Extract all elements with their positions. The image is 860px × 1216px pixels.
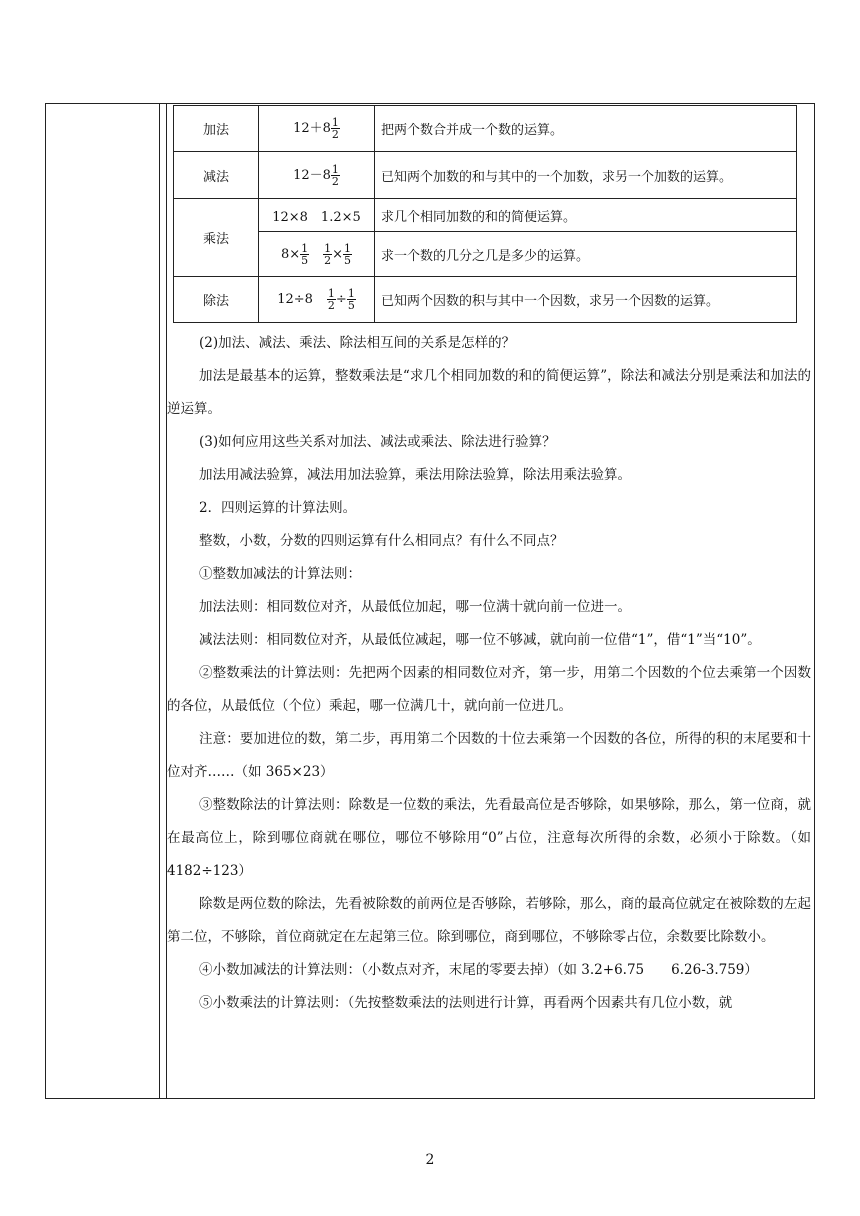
fraction [343,243,352,266]
denominator: 2 [327,299,335,312]
fraction [327,288,336,311]
paragraph: (3)如何应用这些关系对加法、减法或乘法、除法进行验算？ [199,434,556,450]
table-row [174,106,797,152]
op-desc-add: 把两个数合并成一个数的运算。 [375,106,797,152]
op-desc-sub: 已知两个加数的和与其中的一个加数，求另一个加数的运算。 [375,152,797,199]
denominator: 2 [324,253,332,267]
paragraph: 注意：要加进位的数，第二步，再用第二个因数的十位去乘第一个因数的各位，所得的积的末尾要和十位对齐……（如 365×23） [167,731,811,780]
page-number: 2 [425,1152,435,1168]
fraction [347,288,356,311]
numerator: 1 [331,162,339,176]
paragraph: ④小数加减法的计算法则：（小数点对齐，末尾的零要去掉）（如 3.2+6.75 6.26-3.759） [199,962,758,978]
op-name-sub: 减法 [174,152,259,199]
denominator: 5 [344,253,352,267]
paragraph: 整数，小数，分数的四则运算有什么相同点？有什么不同点？ [199,533,564,549]
paragraph: 加法法则：相同数位对齐，从最低位加起，哪一位满十就向前一位进一。 [199,599,631,615]
op-name-mul: 乘法 [174,199,259,277]
expr-text: 12＋8 [293,121,331,136]
op-example-mul-1: 12×8 1.2×5 [259,199,375,232]
numerator: 1 [344,241,352,255]
table-row [174,199,797,232]
numerator: 1 [327,287,335,300]
fraction [323,243,332,266]
denominator: 2 [331,128,339,141]
fraction [331,164,340,187]
op-desc-mul-1: 求几个相同加数的和的简便运算。 [375,199,797,232]
paragraph: 加法用减法验算，减法用加法验算，乘法用除法验算，除法用乘法验算。 [199,467,631,483]
op-name-div: 除法 [174,277,259,323]
op-example-mul-2 [259,232,375,277]
paragraph: 除数是两位数的除法，先看被除数的前两位是否够除，若够除，那么，商的最高位就定在被除数的左起第二位，不够除，首位商就定在左起第三位。除到哪位，商到哪位，不够除零占位，余数要比除数小。 [167,896,811,945]
paragraph: ⑤小数乘法的计算法则：（先按整数乘法的法则进行计算，再看两个因素共有几位小数，就 [199,995,733,1011]
op-desc-div: 已知两个因数的积与其中一个因数，求另一个因数的运算。 [375,277,797,323]
denominator: 5 [347,299,355,312]
table-row [174,277,797,323]
column-divider [159,104,160,1098]
fraction [300,243,309,266]
paragraph: 加法是最基本的运算，整数乘法是“求几个相同加数的和的简便运算”，除法和减法分别是乘法和加法的逆运算。 [167,368,811,417]
operator: × [332,246,344,262]
op-name-add: 加法 [174,106,259,152]
expr-text: 8× [280,246,301,262]
paragraph: (2)加法、减法、乘法、除法相互间的关系是怎样的？ [199,335,516,351]
table-row [174,232,797,277]
paragraph: 2．四则运算的计算法则。 [199,500,357,516]
expr-text: 12÷8 [277,292,313,307]
numerator: 1 [301,241,309,255]
numerator: 1 [331,116,339,129]
op-desc-mul-2: 求一个数的几分之几是多少的运算。 [375,232,797,277]
expr-text: 12－8 [293,167,331,183]
operations-table [173,105,797,323]
body-text [167,327,811,1020]
operator: ÷ [335,292,347,307]
fraction [331,117,340,140]
paragraph: ②整数乘法的计算法则：先把两个因素的相同数位对齐，第一步，用第二个因数的个位去乘第一个因数的各位，从最低位（个位）乘起，哪一位满几十，就向前一位进几。 [167,665,811,714]
paragraph: ③整数除法的计算法则：除数是一位数的乘法，先看最高位是否够除，如果够除，那么，第一位商，就在最高位上，除到哪位商就在哪位，哪位不够除用“0”占位，注意每次所得的余数，必须小于除数。（如 4182÷123） [167,797,811,879]
paragraph: ①整数加减法的计算法则： [199,566,361,582]
numerator: 1 [324,241,332,255]
op-example-sub [259,152,375,199]
table-row [174,152,797,199]
op-example-div [259,277,375,323]
paragraph: 减法法则：相同数位对齐，从最低位减起，哪一位不够减，就向前一位借“1”，借“1”当“10”。 [199,632,761,648]
denominator: 5 [301,253,309,267]
numerator: 1 [347,287,355,300]
op-example-add [259,106,375,152]
denominator: 2 [331,174,339,188]
